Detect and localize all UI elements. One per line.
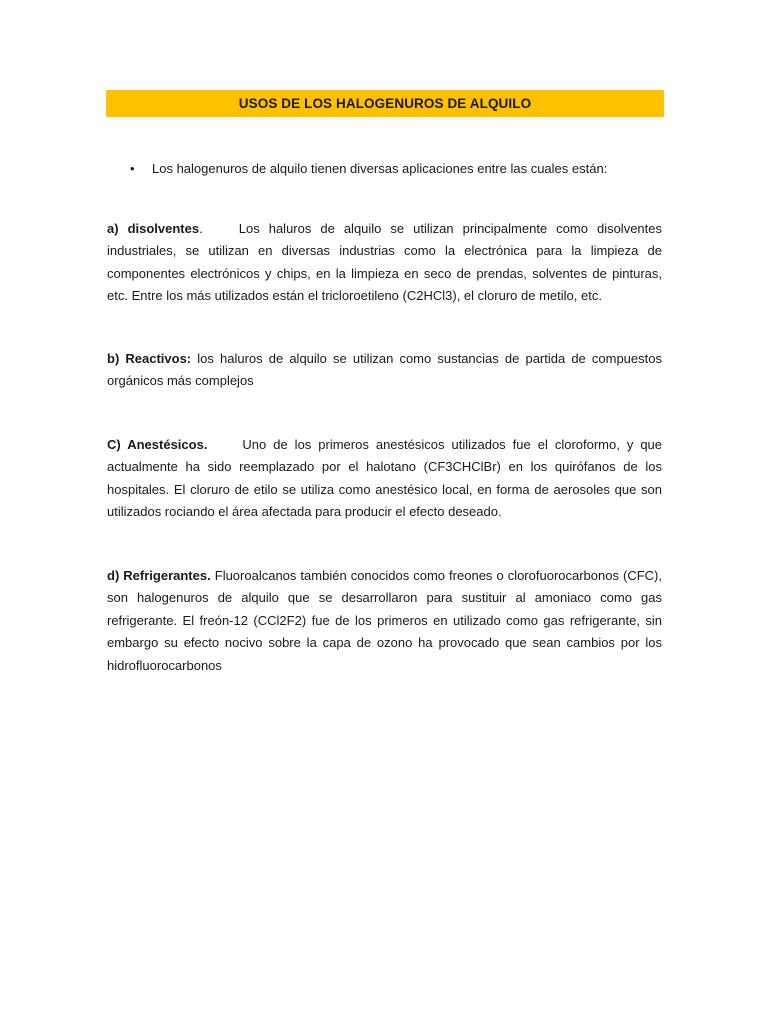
section-heading-suffix: . xyxy=(199,221,203,236)
section-body: Uno de los primeros anestésicos utilizados fue el cloroformo, y que actualmente ha sido reemplazado por el halotano (CF3CHClBr) en los quirófanos de los hospitales. El cloruro de etilo se utiliza como anestésico local, en forma de aerosoles que son utilizados rociando el área afectada para producir el efecto deseado. xyxy=(107,437,663,520)
intro-bullet-text: Los halogenuros de alquilo tienen diversas aplicaciones entre las cuales están: xyxy=(152,161,608,176)
document-title: USOS DE LOS HALOGENUROS DE ALQUILO xyxy=(238,96,532,111)
section-anestesicos xyxy=(107,434,662,524)
bullet-icon: • xyxy=(130,161,135,176)
section-heading: a) disolventes xyxy=(107,221,200,236)
section-body: los haluros de alquilo se utilizan como sustancias de partida de compuestos orgánicos más complejos xyxy=(107,351,662,389)
title-banner xyxy=(106,90,664,117)
section-body: Los haluros de alquilo se utilizan principalmente como disolventes industriales, se utilizan en diversas industrias como la electrónica para la limpieza de componentes electrónicos y chips, en la limpieza en seco de prendas, solventes de pinturas, etc. Entre los más utilizados están el tricloroetileno (C2HCl3), el cloruro de metilo, etc. xyxy=(107,221,662,304)
section-refrigerantes xyxy=(107,565,662,677)
section-reactivos xyxy=(107,348,662,393)
intro-bullet-item xyxy=(130,159,670,179)
section-heading: d) Refrigerantes. xyxy=(107,568,211,583)
section-body: Fluoroalcanos también conocidos como freones o clorofuorocarbonos (CFC), son halogenuros de alquilo que se desarrollaron para sustituir al amoniaco como gas refrigerante. El freón-12 (CCl2F2) fue de los primeros en utilizado como gas refrigerante, sin embargo su efecto nocivo sobre la capa de ozono ha provocado que sean cambios por los hidrofluorocarbonos xyxy=(107,568,662,673)
section-heading: C) Anestésicos. xyxy=(107,437,208,452)
section-heading: b) Reactivos: xyxy=(107,351,192,366)
section-disolventes xyxy=(107,218,662,308)
